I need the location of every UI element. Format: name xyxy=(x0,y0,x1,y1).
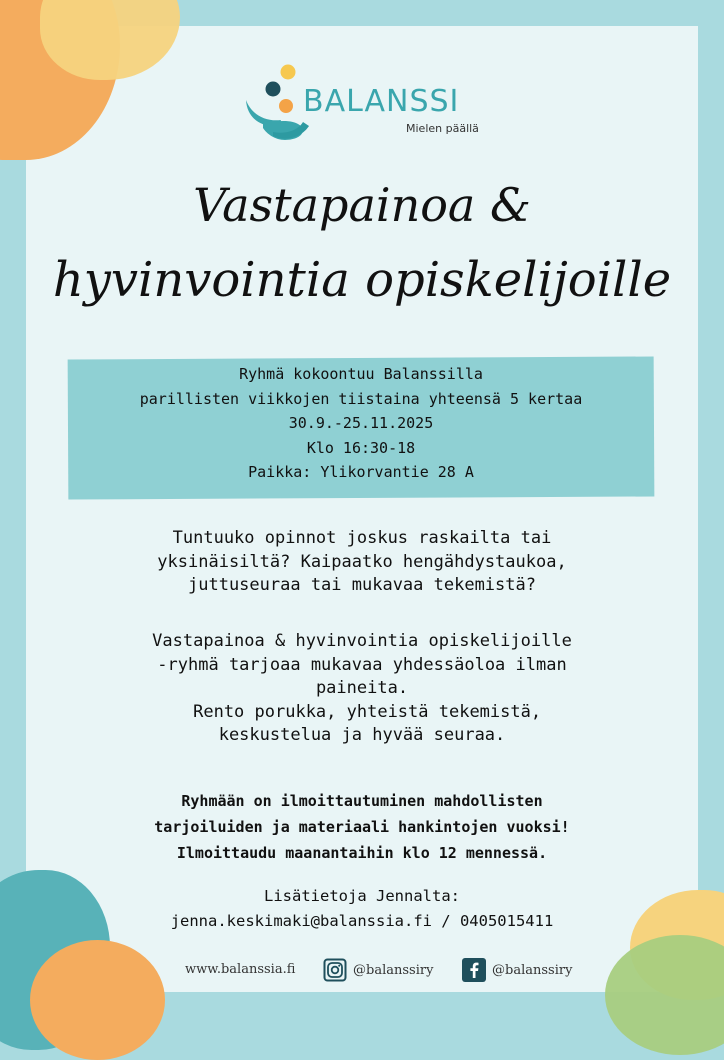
facebook-icon xyxy=(462,958,486,982)
logo-tagline: Mielen päällä xyxy=(406,122,479,135)
info-line: Klo 16:30-18 xyxy=(306,438,416,457)
signup-notice xyxy=(60,788,664,866)
contact-heading: Lisätietoja Jennalta: xyxy=(264,887,460,905)
website-link[interactable]: www.balanssia.fi xyxy=(185,962,296,977)
text-line: Rento porukka, yhteistä tekemistä, xyxy=(182,701,542,722)
info-line: Ryhmä kokoontuu Balanssilla xyxy=(239,365,483,383)
contact-details[interactable]: jenna.keskimaki@balanssia.fi / 0405015411 xyxy=(170,912,554,930)
description-paragraph xyxy=(60,630,664,748)
text-line: -ryhmä tarjoaa mukavaa yhdessäoloa ilman xyxy=(157,654,567,675)
text-line: keskustelua ja hyvää seuraa. xyxy=(218,725,506,745)
balanssi-logo xyxy=(243,62,483,148)
text-line: juttuseuraa tai mukavaa tekemistä? xyxy=(188,575,536,595)
instagram-icon xyxy=(323,958,347,982)
page-title-line-1: Vastapainoa & xyxy=(193,178,531,232)
text-line: Ryhmään on ilmoittautuminen mahdollisten xyxy=(181,792,543,810)
info-line: 30.9.-25.11.2025 xyxy=(288,414,434,432)
info-line: Paikka: Ylikorvantie 28 A xyxy=(248,463,474,481)
facebook-link[interactable] xyxy=(462,955,572,985)
text-line: Ilmoittaudu maanantaihin klo 12 mennessä. xyxy=(176,844,548,862)
instagram-handle: @balanssiry xyxy=(353,962,434,978)
contact-info xyxy=(60,884,664,934)
text-line: paineita. xyxy=(315,678,409,698)
text-line: yksinäisiltä? Kaipaatko hengähdystaukoa, xyxy=(157,551,567,572)
logo-wordmark: BALANSSI xyxy=(303,84,460,119)
intro-paragraph xyxy=(60,527,664,598)
text-line: tarjoiluiden ja materiaali hankintojen vuoksi! xyxy=(154,818,570,836)
instagram-link[interactable] xyxy=(323,955,433,985)
info-line: parillisten viikkojen tiistaina yhteensä 5 kertaa xyxy=(139,389,583,408)
info-box-text xyxy=(68,362,654,485)
facebook-handle: @balanssiry xyxy=(492,962,573,978)
text-line: Tuntuuko opinnot joskus raskailta tai xyxy=(172,528,552,548)
page-title-line-2: hyvinvointia opiskelijoille xyxy=(52,252,672,308)
text-line: Vastapainoa & hyvinvointia opiskelijoille xyxy=(152,631,572,651)
decor-blob-orange-bottom xyxy=(30,940,165,1060)
